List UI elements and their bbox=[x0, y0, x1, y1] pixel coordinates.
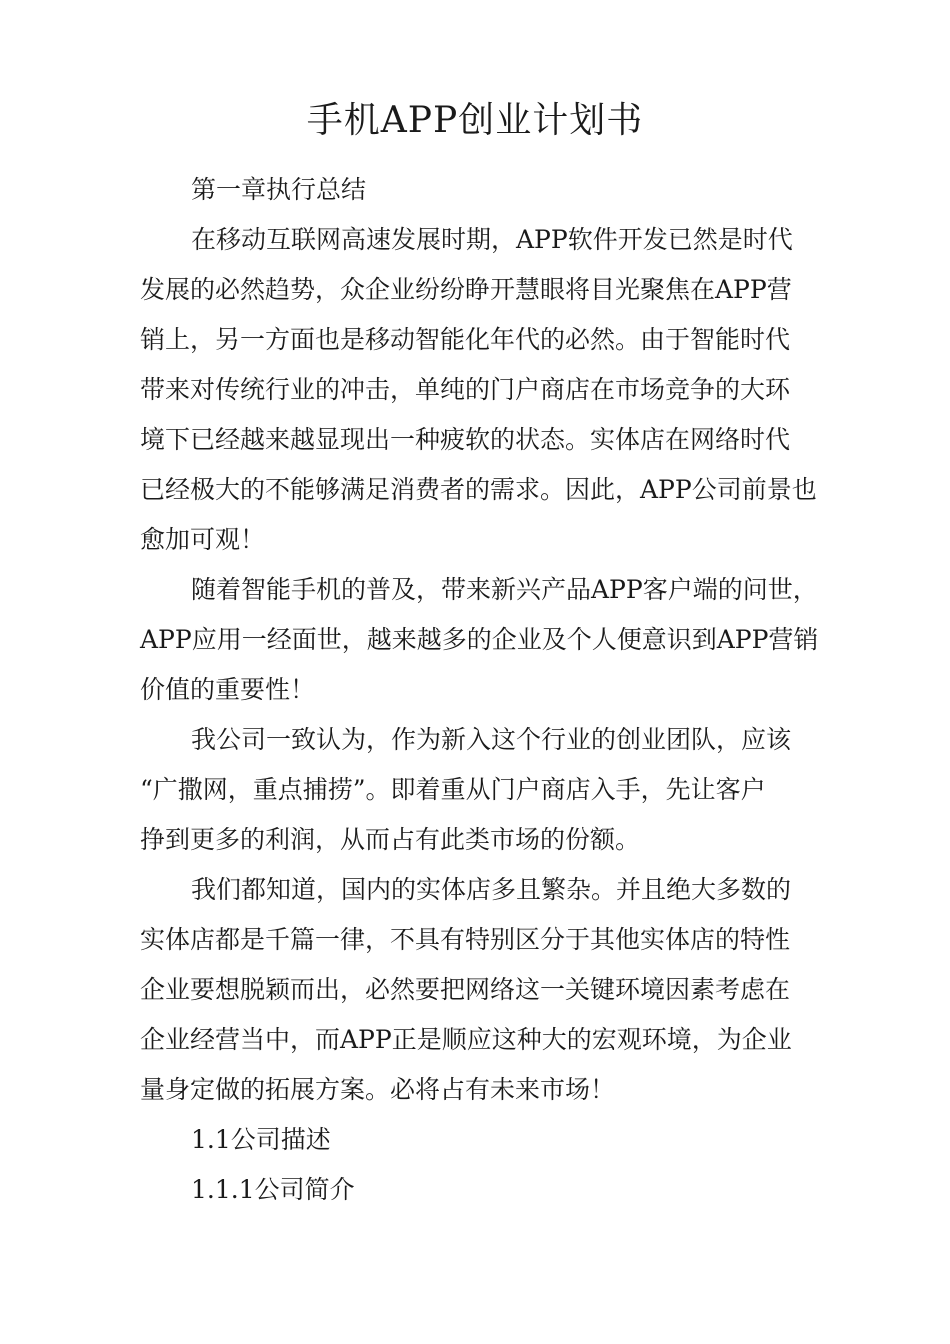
subsection-heading: 1.1.1公司简介 bbox=[191, 1175, 355, 1204]
chapter-heading: 第一章执行总结 bbox=[191, 175, 367, 204]
paragraph-line: 价值的重要性！ bbox=[140, 675, 316, 704]
paragraph-line: 愈加可观！ bbox=[140, 525, 266, 554]
paragraph-line: 在移动互联网高速发展时期，APP软件开发已然是时代 bbox=[191, 225, 793, 254]
paragraph-line: 已经极大的不能够满足消费者的需求。因此，APP公司前景也 bbox=[140, 475, 817, 504]
paragraph-line: APP应用一经面世，越来越多的企业及个人便意识到APP营销 bbox=[140, 625, 819, 654]
paragraph-line: 企业经营当中，而APP正是顺应这种大的宏观环境，为企业 bbox=[140, 1025, 792, 1054]
section-heading: 1.1公司描述 bbox=[191, 1125, 331, 1154]
paragraph-line: 境下已经越来越显现出一种疲软的状态。实体店在网络时代 bbox=[140, 425, 791, 454]
paragraph-line: 带来对传统行业的冲击，单纯的门户商店在市场竞争的大环 bbox=[140, 375, 791, 404]
paragraph-line: 随着智能手机的普及，带来新兴产品APP客户端的问世， bbox=[191, 575, 818, 604]
paragraph-line: 销上，另一方面也是移动智能化年代的必然。由于智能时代 bbox=[140, 325, 791, 354]
paragraph-line: 我们都知道，国内的实体店多且繁杂。并且绝大多数的 bbox=[191, 875, 792, 904]
paragraph-line: 发展的必然趋势，众企业纷纷睁开慧眼将目光聚焦在APP营 bbox=[140, 275, 792, 304]
paragraph-line: “广撒网，重点捕捞”。即着重从门户商店入手，先让客户 bbox=[140, 775, 766, 804]
paragraph-line: 挣到更多的利润，从而占有此类市场的份额。 bbox=[140, 825, 641, 854]
paragraph-line: 实体店都是千篇一律，不具有特别区分于其他实体店的特性 bbox=[140, 925, 791, 954]
paragraph-line: 我公司一致认为，作为新入这个行业的创业团队，应该 bbox=[191, 725, 792, 754]
paragraph-line: 企业要想脱颖而出，必然要把网络这一关键环境因素考虑在 bbox=[140, 975, 791, 1004]
document-title: 手机APP创业计划书 bbox=[306, 100, 644, 141]
paragraph-line: 量身定做的拓展方案。必将占有未来市场！ bbox=[140, 1075, 616, 1104]
